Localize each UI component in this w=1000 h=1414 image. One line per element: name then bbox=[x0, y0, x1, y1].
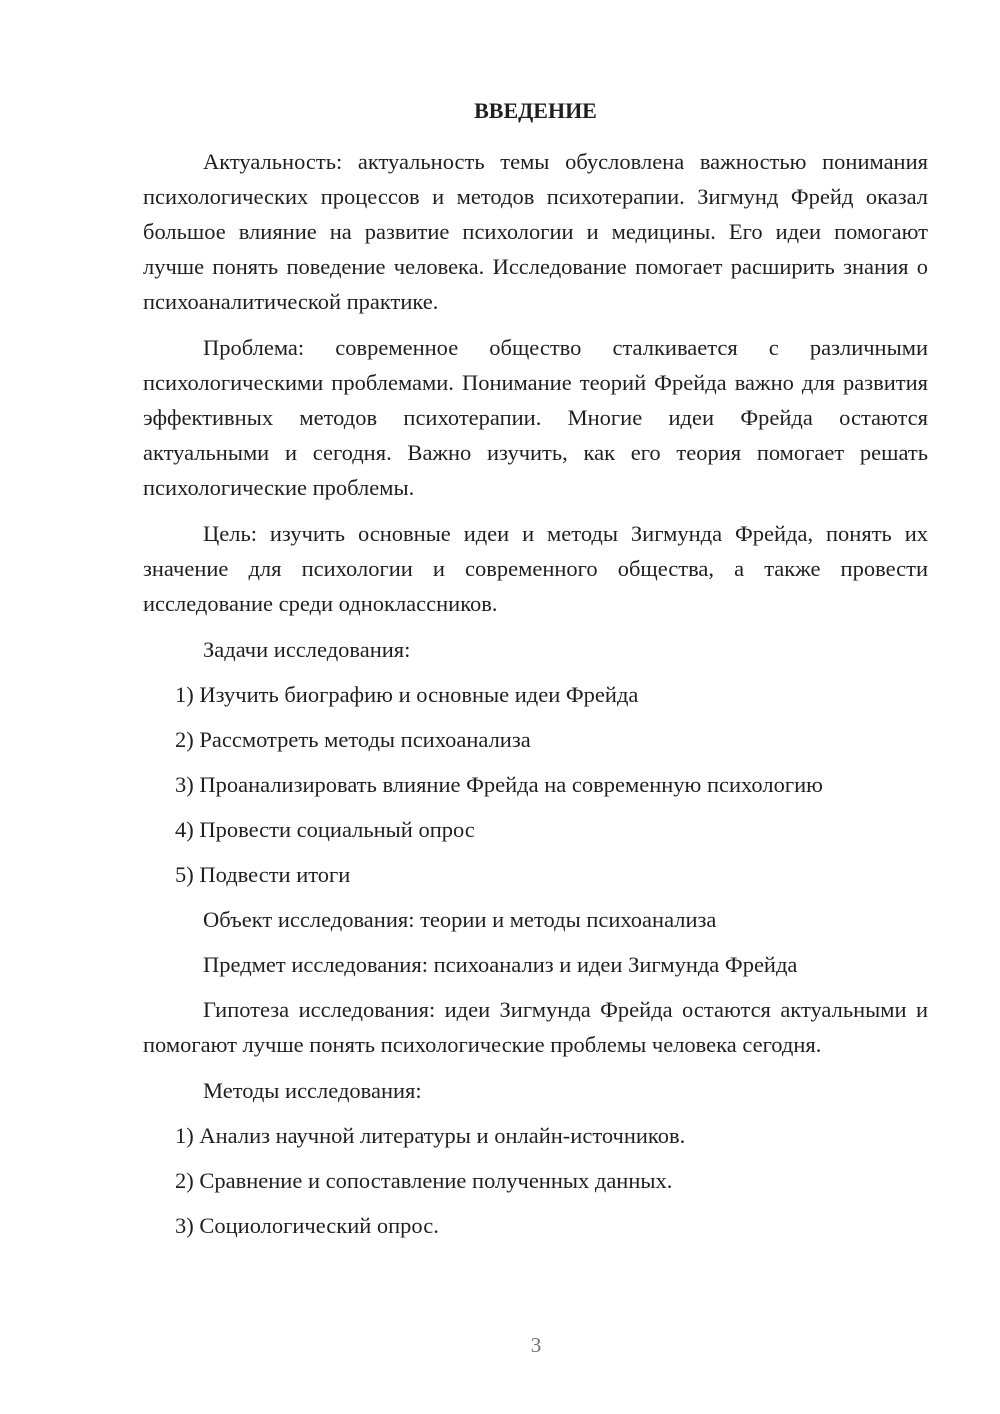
hypothesis-paragraph: Гипотеза исследования: идеи Зигмунда Фрейда остаются актуальными и помогают лучше понять психологические проблемы человека сегодня. bbox=[143, 997, 928, 1057]
goal-paragraph: Цель: изучить основные идеи и методы Зигмунда Фрейда, понять их значение для психологии и современного общества, а также провести исследование среди одноклассников. bbox=[143, 521, 928, 616]
tasks-list bbox=[143, 677, 928, 892]
section-title: ВВЕДЕНИЕ bbox=[474, 98, 597, 123]
list-item: 5) Подвести итоги bbox=[175, 862, 351, 887]
methods-heading: Методы исследования: bbox=[203, 1078, 422, 1103]
list-item: 3) Проанализировать влияние Фрейда на современную психологию bbox=[175, 772, 823, 797]
list-item: 3) Социологический опрос. bbox=[175, 1213, 439, 1238]
relevance-paragraph: Актуальность: актуальность темы обусловлена важностью понимания психологических процессов и методов психотерапии. Зигмунд Фрейд оказал большое влияние на развитие психологии и медицины. Его идеи помогают лучше понять поведение человека. Исследование помогает расширить знания о психоаналитической практике. bbox=[143, 149, 928, 314]
list-item: 2) Рассмотреть методы психоанализа bbox=[175, 727, 531, 752]
methods-list bbox=[143, 1118, 928, 1243]
list-item: 1) Изучить биографию и основные идеи Фрейда bbox=[175, 682, 639, 707]
problem-paragraph: Проблема: современное общество сталкивается с различными психологическими проблемами. Понимание теорий Фрейда важно для развития эффективных методов психотерапии. Многие идеи Фрейда остаются актуальными и сегодня. Важно изучить, как его теория помогает решать психологические проблемы. bbox=[143, 335, 928, 500]
list-item: 1) Анализ научной литературы и онлайн-источников. bbox=[175, 1123, 686, 1148]
list-item: 2) Сравнение и сопоставление полученных данных. bbox=[175, 1168, 673, 1193]
object-paragraph: Объект исследования: теории и методы психоанализа bbox=[203, 907, 717, 932]
page-content bbox=[143, 96, 928, 1253]
tasks-heading: Задачи исследования: bbox=[203, 637, 411, 662]
list-item: 4) Провести социальный опрос bbox=[175, 817, 475, 842]
page-number: 3 bbox=[530, 1333, 542, 1357]
subject-paragraph: Предмет исследования: психоанализ и идеи Зигмунда Фрейда bbox=[203, 952, 798, 977]
